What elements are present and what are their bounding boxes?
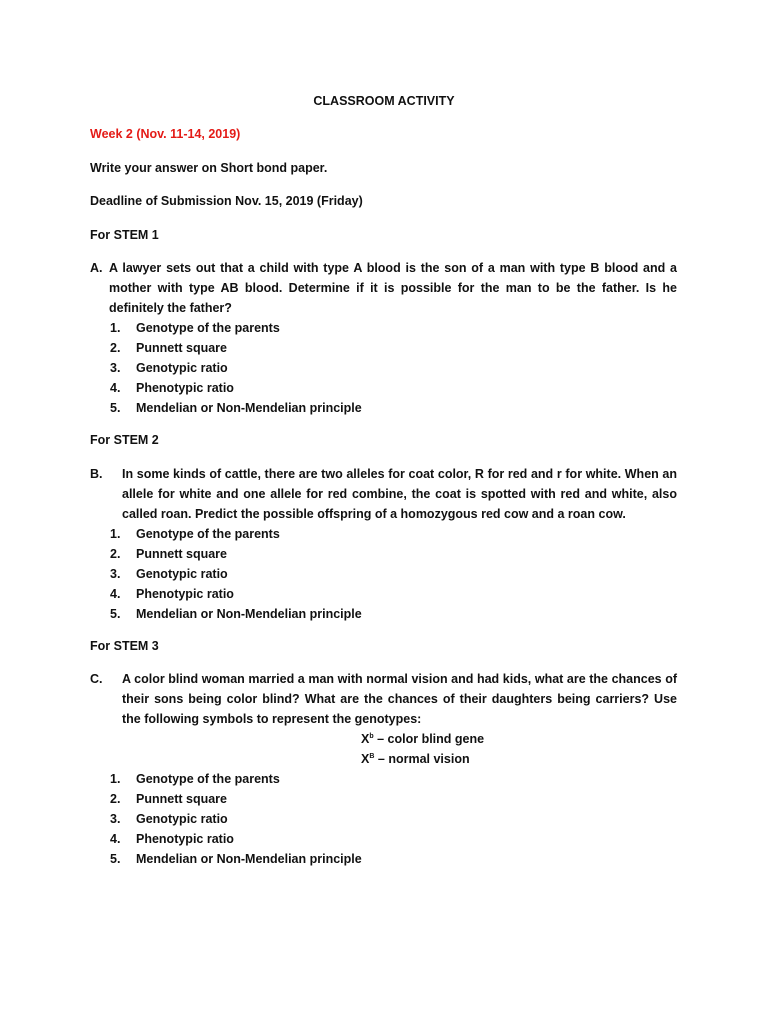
symbol-normal-vision: $X^B$ – normal vision xyxy=(361,752,470,766)
list-item: 5. Mendelian or Non-Mendelian principle xyxy=(110,607,362,621)
instruction-text: Write your answer on Short bond paper. xyxy=(90,161,328,175)
question-c-letter: C. xyxy=(90,672,103,686)
list-item: 2. Punnett square xyxy=(110,341,227,355)
list-item: 1. Genotype of the parents xyxy=(110,321,280,335)
list-item: 4. Phenotypic ratio xyxy=(110,587,234,601)
stem1-list xyxy=(110,318,362,418)
stem2-heading: For STEM 2 xyxy=(90,433,159,447)
stem3-heading: For STEM 3 xyxy=(90,639,159,653)
symbol-color-blind: $X^b$ – color blind gene xyxy=(361,732,485,746)
list-item: 3. Genotypic ratio xyxy=(110,567,228,581)
deadline-text: Deadline of Submission Nov. 15, 2019 (Friday) xyxy=(90,194,363,208)
stem3-list xyxy=(110,769,362,869)
page-title: CLASSROOM ACTIVITY xyxy=(313,94,455,108)
stem1-heading: For STEM 1 xyxy=(90,228,159,242)
question-c-text: A color blind woman married a man with normal vision and had kids, what are the chances of their sons being color blind? What are the chances of their daughters being carriers? Use the following symbols to represent the genotypes: xyxy=(122,672,677,726)
list-item: 5. Mendelian or Non-Mendelian principle xyxy=(110,401,362,415)
list-item: 3. Genotypic ratio xyxy=(110,361,228,375)
question-a-text: A lawyer sets out that a child with type A blood is the son of a man with type B blood and a mother with type AB blood. Determine if it is possible for the man to be the father. Is he definitely the father? xyxy=(109,261,677,315)
week-heading: Week 2 (Nov. 11-14, 2019) xyxy=(90,127,241,141)
list-item: 1. Genotype of the parents xyxy=(110,772,280,786)
stem2-list xyxy=(110,524,362,624)
question-a-letter: A. xyxy=(90,261,103,275)
list-item: 3. Genotypic ratio xyxy=(110,812,228,826)
list-item: 4. Phenotypic ratio xyxy=(110,832,234,846)
question-b-text: In some kinds of cattle, there are two alleles for coat color, R for red and r for white. When an allele for white and one allele for red combine, the coat is spotted with red and white, also called roan. Predict the possible offspring of a homozygous red cow and a roan cow. xyxy=(122,467,678,521)
list-item: 5. Mendelian or Non-Mendelian principle xyxy=(110,852,362,866)
list-item: 2. Punnett square xyxy=(110,792,227,806)
list-item: 4. Phenotypic ratio xyxy=(110,381,234,395)
list-item: 1. Genotype of the parents xyxy=(110,527,280,541)
list-item: 2. Punnett square xyxy=(110,547,227,561)
question-b-letter: B. xyxy=(90,467,103,481)
